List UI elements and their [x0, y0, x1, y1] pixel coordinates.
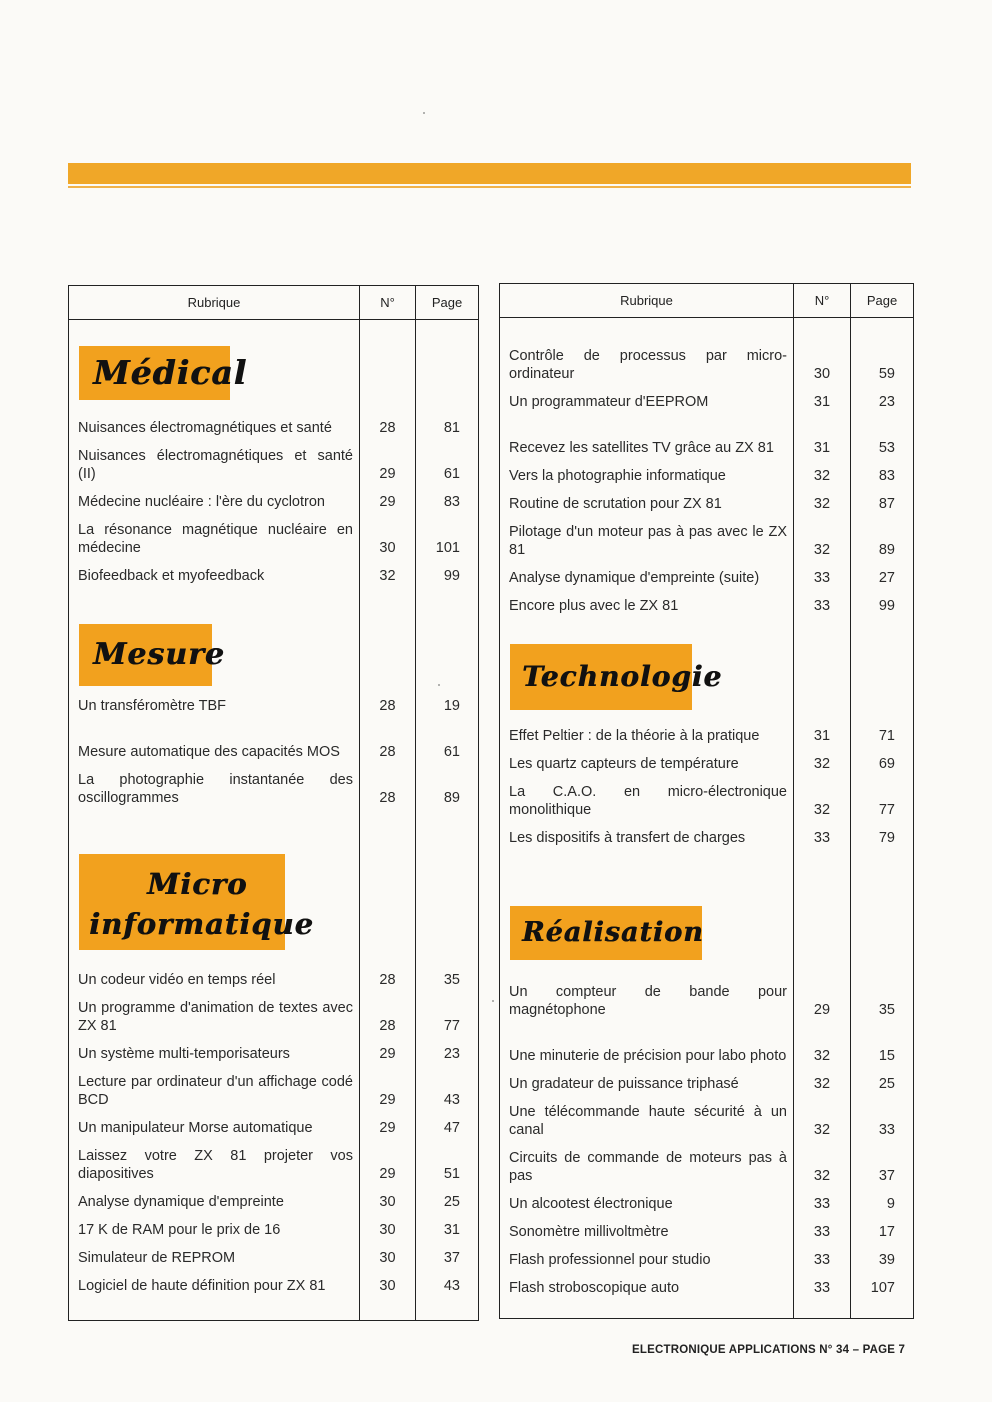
- top-spacer: [500, 318, 914, 340]
- table-row: [500, 1272, 914, 1300]
- article-title: Un programme d'animation de textes avec ZX 81: [69, 992, 360, 1038]
- table-row: [69, 1270, 479, 1298]
- article-title: Un transféromètre TBF: [69, 690, 360, 718]
- section-title-informatique: informatique: [89, 906, 314, 941]
- table-row: [500, 460, 914, 488]
- section-title-technologie: Technologie: [522, 659, 723, 693]
- article-title: Vers la photographie informatique: [500, 460, 794, 488]
- article-title: Analyse dynamique d'empreinte: [69, 1186, 360, 1214]
- article-title: Recevez les satellites TV grâce au ZX 81: [500, 414, 794, 460]
- page-number: 37: [416, 1242, 479, 1270]
- table-row: [500, 1142, 914, 1188]
- page-number: 69: [851, 748, 914, 776]
- article-title: Nuisances électromagnétiques et santé: [69, 404, 360, 440]
- table-row: [500, 1096, 914, 1142]
- table-row: [500, 1188, 914, 1216]
- page-number: 71: [851, 720, 914, 748]
- section-banner-realisation: [510, 906, 702, 960]
- issue-number: 28: [360, 992, 416, 1038]
- page-number: 61: [416, 718, 479, 764]
- column-header-page: Page: [416, 286, 479, 320]
- page-number: 35: [416, 964, 479, 992]
- article-title: La photographie instantanée des oscillogrammes: [69, 764, 360, 810]
- section-title-micro: Micro: [147, 866, 248, 901]
- article-title: Pilotage d'un moteur pas à pas avec le ZX 81: [500, 516, 794, 562]
- issue-number: 29: [794, 976, 851, 1022]
- table-row: [500, 976, 914, 1022]
- article-title: Un compteur de bande pour magnétophone: [500, 976, 794, 1022]
- section-banner-micro-informatique: [79, 854, 314, 950]
- article-title: Flash stroboscopique auto: [500, 1272, 794, 1300]
- issue-number: 32: [794, 516, 851, 562]
- issue-number: 29: [360, 1066, 416, 1112]
- section-banner-technologie: [510, 644, 723, 710]
- page-number: 17: [851, 1216, 914, 1244]
- table-bottom-spacer: [69, 1298, 479, 1321]
- page-number: 53: [851, 414, 914, 460]
- table-row: [69, 404, 479, 440]
- article-title: Médecine nucléaire : l'ère du cyclotron: [69, 486, 360, 514]
- table-row: [500, 1068, 914, 1096]
- article-title: Un manipulateur Morse automatique: [69, 1112, 360, 1140]
- table-row: [69, 440, 479, 486]
- page-number: 9: [851, 1188, 914, 1216]
- issue-number: 31: [794, 386, 851, 414]
- table-row: [69, 1214, 479, 1242]
- table-row: [69, 1242, 479, 1270]
- table-row: [69, 1112, 479, 1140]
- article-title: Circuits de commande de moteurs pas à pas: [500, 1142, 794, 1188]
- page-number: 83: [416, 486, 479, 514]
- article-title: Lecture par ordinateur d'un affichage codé BCD: [69, 1066, 360, 1112]
- section-banner-medical: [79, 346, 248, 400]
- issue-number: 28: [360, 690, 416, 718]
- table-row: [69, 1186, 479, 1214]
- article-title: 17 K de RAM pour le prix de 16: [69, 1214, 360, 1242]
- page-number: 51: [416, 1140, 479, 1186]
- issue-number: 29: [360, 1112, 416, 1140]
- article-title: Nuisances électromagnétiques et santé (II): [69, 440, 360, 486]
- table-row: [69, 486, 479, 514]
- article-title: Effet Peltier : de la théorie à la pratique: [500, 720, 794, 748]
- page-number: 87: [851, 488, 914, 516]
- section-title-realisation: Réalisation: [522, 916, 704, 948]
- column-header-rubrique: Rubrique: [69, 286, 360, 320]
- issue-number: 33: [794, 1216, 851, 1244]
- table-bottom-spacer: [500, 1300, 914, 1319]
- issue-number: 28: [360, 764, 416, 810]
- article-title: Les dispositifs à transfert de charges: [500, 822, 794, 850]
- index-table-right: [499, 283, 914, 1319]
- page-number: 27: [851, 562, 914, 590]
- section-title-mesure: Mesure: [93, 636, 225, 672]
- page-number: 107: [851, 1272, 914, 1300]
- table-row: [69, 964, 479, 992]
- header-orange-rule: [68, 186, 911, 188]
- print-speck: [423, 112, 425, 114]
- table-row: [69, 560, 479, 588]
- article-title: Un codeur vidéo en temps réel: [69, 964, 360, 992]
- issue-number: 29: [360, 440, 416, 486]
- issue-number: 32: [794, 488, 851, 516]
- issue-number: 31: [794, 720, 851, 748]
- table-row: [69, 764, 479, 810]
- article-title: Encore plus avec le ZX 81: [500, 590, 794, 618]
- table-row: [500, 1244, 914, 1272]
- table-row: [500, 748, 914, 776]
- page-number: 77: [851, 776, 914, 822]
- page-number: 37: [851, 1142, 914, 1188]
- issue-number: 31: [794, 414, 851, 460]
- table-row: [500, 488, 914, 516]
- page-number: 39: [851, 1244, 914, 1272]
- table-row: [500, 720, 914, 748]
- article-title: Contrôle de processus par micro-ordinateur: [500, 340, 794, 386]
- page-number: 77: [416, 992, 479, 1038]
- page-number: 19: [416, 690, 479, 718]
- article-title: Une télécommande haute sécurité à un canal: [500, 1096, 794, 1142]
- table-row: [500, 340, 914, 386]
- section-banner-row: [69, 810, 479, 964]
- issue-number: 29: [360, 1038, 416, 1066]
- table-row: [500, 1216, 914, 1244]
- page-number: 89: [851, 516, 914, 562]
- header-orange-band: [68, 163, 911, 184]
- issue-number: 33: [794, 1272, 851, 1300]
- issue-number: 32: [794, 1022, 851, 1068]
- article-title: Logiciel de haute définition pour ZX 81: [69, 1270, 360, 1298]
- article-title: Un système multi-temporisateurs: [69, 1038, 360, 1066]
- issue-number: 28: [360, 964, 416, 992]
- table-row: [69, 718, 479, 764]
- page-footer: ELECTRONIQUE APPLICATIONS N° 34 – PAGE 7: [632, 1344, 906, 1356]
- issue-number: 33: [794, 1244, 851, 1272]
- issue-number: 32: [794, 748, 851, 776]
- page-number: 101: [416, 514, 479, 560]
- page-number: 59: [851, 340, 914, 386]
- table-row: [500, 414, 914, 460]
- index-table-left: [68, 285, 479, 1321]
- page-number: 23: [851, 386, 914, 414]
- page-number: 15: [851, 1022, 914, 1068]
- page-number: 43: [416, 1270, 479, 1298]
- issue-number: 32: [794, 460, 851, 488]
- page-number: 99: [851, 590, 914, 618]
- issue-number: 33: [794, 590, 851, 618]
- article-title: La résonance magnétique nucléaire en médecine: [69, 514, 360, 560]
- article-title: Simulateur de REPROM: [69, 1242, 360, 1270]
- column-header-page: Page: [851, 284, 914, 318]
- table-row: [69, 1066, 479, 1112]
- issue-number: 30: [360, 1186, 416, 1214]
- article-title: Analyse dynamique d'empreinte (suite): [500, 562, 794, 590]
- table-row: [500, 516, 914, 562]
- page-number: 83: [851, 460, 914, 488]
- table-row: [500, 822, 914, 850]
- article-title: Un alcootest électronique: [500, 1188, 794, 1216]
- issue-number: 33: [794, 822, 851, 850]
- issue-number: 32: [794, 1142, 851, 1188]
- table-row: [69, 514, 479, 560]
- article-title: Les quartz capteurs de température: [500, 748, 794, 776]
- table-row: [500, 1022, 914, 1068]
- column-header-rubrique: Rubrique: [500, 284, 794, 318]
- page-number: 33: [851, 1096, 914, 1142]
- issue-number: 30: [360, 514, 416, 560]
- issue-number: 32: [794, 1096, 851, 1142]
- table-row: [500, 562, 914, 590]
- page-number: 23: [416, 1038, 479, 1066]
- section-banner-row: [69, 320, 479, 404]
- article-title: Biofeedback et myofeedback: [69, 560, 360, 588]
- page-number: 43: [416, 1066, 479, 1112]
- issue-number: 32: [794, 1068, 851, 1096]
- article-title: Une minuterie de précision pour labo photo: [500, 1022, 794, 1068]
- issue-number: 28: [360, 718, 416, 764]
- page-number: 35: [851, 976, 914, 1022]
- issue-number: 32: [360, 560, 416, 588]
- article-title: Mesure automatique des capacités MOS: [69, 718, 360, 764]
- section-banner-row: [69, 588, 479, 690]
- table-row: [69, 1140, 479, 1186]
- page-number: 31: [416, 1214, 479, 1242]
- article-title: Sonomètre millivoltmètre: [500, 1216, 794, 1244]
- issue-number: 30: [794, 340, 851, 386]
- issue-number: 29: [360, 486, 416, 514]
- page-number: 25: [416, 1186, 479, 1214]
- table-row: [69, 992, 479, 1038]
- issue-number: 33: [794, 562, 851, 590]
- article-title: Un gradateur de puissance triphasé: [500, 1068, 794, 1096]
- issue-number: 33: [794, 1188, 851, 1216]
- column-header-number: N°: [360, 286, 416, 320]
- table-row: [69, 690, 479, 718]
- page-number: 89: [416, 764, 479, 810]
- article-title: Un programmateur d'EEPROM: [500, 386, 794, 414]
- page-number: 81: [416, 404, 479, 440]
- page-number: 99: [416, 560, 479, 588]
- issue-number: 29: [360, 1140, 416, 1186]
- issue-number: 28: [360, 404, 416, 440]
- issue-number: 30: [360, 1214, 416, 1242]
- table-row: [500, 386, 914, 414]
- section-title-medical: Médical: [93, 353, 248, 392]
- article-title: Laissez votre ZX 81 projeter vos diapositives: [69, 1140, 360, 1186]
- page-number: 25: [851, 1068, 914, 1096]
- table-row: [69, 1038, 479, 1066]
- issue-number: 32: [794, 776, 851, 822]
- article-title: La C.A.O. en micro-électronique monolithique: [500, 776, 794, 822]
- issue-number: 30: [360, 1242, 416, 1270]
- section-banner-mesure: [79, 624, 225, 686]
- section-banner-row: [500, 618, 914, 720]
- table-row: [500, 590, 914, 618]
- column-header-number: N°: [794, 284, 851, 318]
- page-number: 61: [416, 440, 479, 486]
- print-speck: [492, 1000, 494, 1002]
- page-number: 79: [851, 822, 914, 850]
- article-title: Routine de scrutation pour ZX 81: [500, 488, 794, 516]
- page-number: 47: [416, 1112, 479, 1140]
- issue-number: 30: [360, 1270, 416, 1298]
- section-banner-row: [500, 850, 914, 976]
- article-title: Flash professionnel pour studio: [500, 1244, 794, 1272]
- table-row: [500, 776, 914, 822]
